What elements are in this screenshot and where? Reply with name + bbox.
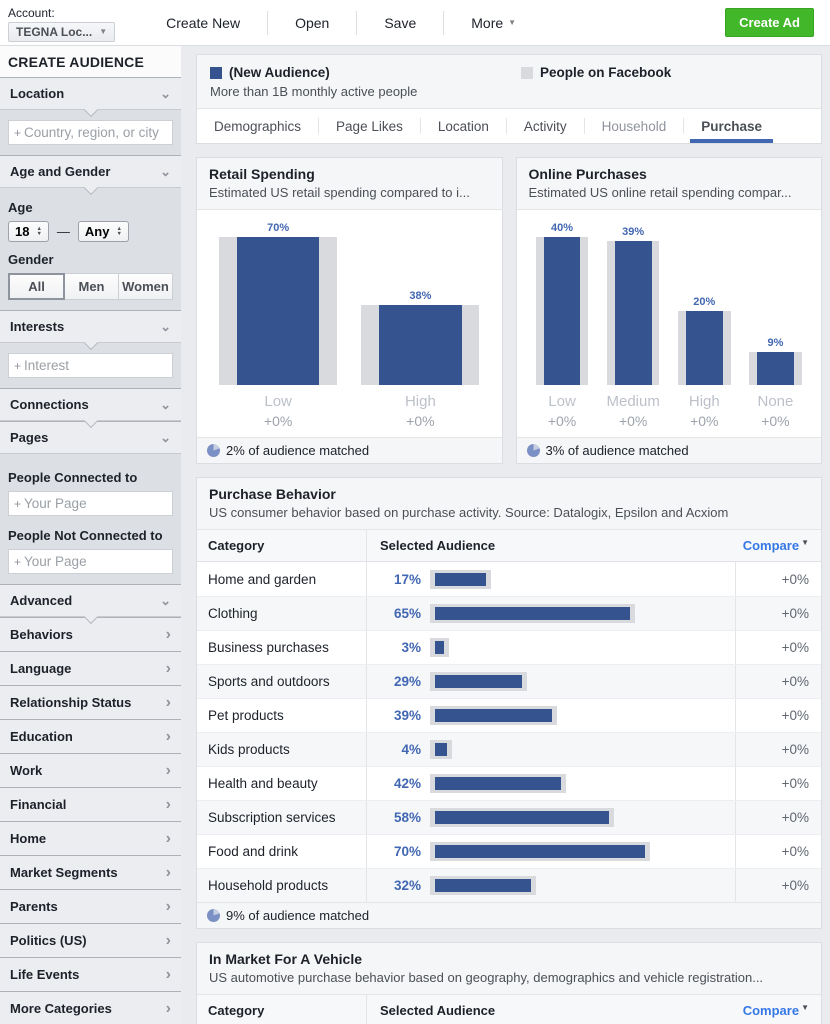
row-percent: 17%	[393, 571, 421, 587]
row-percent: 39%	[393, 708, 421, 723]
sidebar-item-relationship-status[interactable]	[0, 685, 181, 719]
retail-spending-chart	[197, 210, 502, 437]
chevron-down-icon: ⌄	[160, 592, 171, 608]
chart-title: Online Purchases	[528, 166, 647, 182]
row-comparison-bar	[430, 740, 452, 759]
row-bar-zone	[421, 604, 735, 623]
page-not-connected-input[interactable]	[24, 554, 167, 569]
row-compare-value: +0%	[735, 631, 821, 664]
file-menu	[139, 11, 543, 35]
chevron-down-icon: ⌄	[160, 163, 171, 179]
table-title: Purchase Behavior	[209, 486, 336, 502]
bar-category-label: Low	[264, 393, 292, 410]
sidebar-item-market-segments[interactable]	[0, 855, 181, 889]
comparison-bar	[219, 237, 337, 385]
bar-value-label: 20%	[693, 296, 716, 308]
sidebar-item-label: Market Segments	[10, 865, 118, 880]
bar-category-label: High	[688, 393, 720, 410]
sidebar-section-age-gender[interactable]	[0, 155, 181, 188]
audience-bar	[544, 237, 581, 385]
chevron-right-icon: ›	[165, 863, 171, 881]
sidebar-item-education[interactable]	[0, 719, 181, 753]
chevron-down-icon: ⌄	[160, 85, 171, 101]
purchase-behavior-rows	[197, 562, 821, 902]
row-bar-zone	[421, 808, 735, 827]
sidebar-item-politics-us-[interactable]	[0, 923, 181, 957]
bar-group-medium	[598, 222, 669, 429]
sidebar-item-label: Work	[10, 763, 43, 778]
chevron-down-icon: ▼	[508, 18, 517, 27]
row-audience-cell	[367, 562, 735, 596]
create-new-button[interactable]: Create New	[139, 15, 267, 31]
advanced-categories-list	[0, 617, 181, 1024]
location-input[interactable]	[24, 125, 167, 140]
bar-value-label: 9%	[767, 337, 784, 349]
row-audience-bar	[435, 811, 609, 824]
row-audience-bar	[435, 879, 531, 892]
audience-legend-swatch	[210, 67, 222, 79]
row-percent: 65%	[393, 606, 421, 621]
bar-compare-delta: +0%	[761, 413, 790, 429]
section-label: Advanced	[10, 593, 73, 608]
table-row	[197, 562, 821, 596]
gender-women-button[interactable]: Women	[118, 273, 173, 300]
row-audience-cell	[367, 699, 735, 732]
compare-link[interactable]	[735, 995, 821, 1024]
table-row	[197, 732, 821, 766]
sidebar-item-home[interactable]	[0, 821, 181, 855]
row-compare-value: +0%	[735, 562, 821, 596]
chevron-right-icon: ›	[165, 897, 171, 915]
chevron-right-icon: ›	[165, 965, 171, 983]
section-label: Connections	[10, 397, 89, 412]
row-category: Health and beauty	[197, 767, 367, 800]
row-comparison-bar	[430, 638, 449, 657]
account-selector	[0, 4, 115, 42]
row-bar-zone	[421, 842, 735, 861]
table-row	[197, 766, 821, 800]
age-range-dash: —	[56, 224, 70, 239]
charts-row	[196, 157, 822, 464]
sidebar-item-more-categories[interactable]	[0, 991, 181, 1024]
page-connected-input[interactable]	[24, 496, 167, 511]
row-comparison-bar	[430, 672, 527, 691]
selected-audience-column-header: Selected Audience	[380, 1003, 496, 1018]
in-market-vehicle-card	[196, 942, 822, 1024]
sidebar-item-label: Parents	[10, 899, 58, 914]
row-audience-cell	[367, 801, 735, 834]
sidebar-item-life-events[interactable]	[0, 957, 181, 991]
row-percent: 4%	[401, 742, 421, 757]
save-button[interactable]: Save	[357, 15, 443, 31]
pie-chart-icon	[527, 444, 540, 457]
row-audience-bar	[435, 675, 522, 688]
create-ad-button[interactable]: Create Ad	[725, 8, 814, 37]
row-category: Pet products	[197, 699, 367, 732]
audience-bar	[615, 241, 652, 385]
audience-matched-text: 2% of audience matched	[226, 443, 370, 458]
top-toolbar	[0, 0, 830, 46]
bar-compare-delta: +0%	[406, 413, 435, 429]
tab-purchase[interactable]: Purchase	[684, 109, 779, 143]
interest-input-box[interactable]	[8, 353, 173, 378]
table-row	[197, 630, 821, 664]
page-not-connected-input-box[interactable]	[8, 549, 173, 574]
row-audience-bar	[435, 743, 447, 756]
bar-compare-delta: +0%	[690, 413, 719, 429]
chevron-down-icon: ▼	[99, 27, 108, 36]
row-percent: 29%	[393, 674, 421, 689]
account-dropdown-value: TEGNA Loc...	[16, 24, 93, 39]
category-column-header: Category	[197, 530, 367, 561]
bar-group-high	[349, 222, 491, 429]
audience-legend-label: (New Audience)	[229, 65, 330, 80]
bar-group-low	[207, 222, 349, 429]
bar-group-low	[527, 222, 598, 429]
gender-toggle-group	[8, 273, 173, 300]
row-category: Food and drink	[197, 835, 367, 868]
sidebar-item-work[interactable]	[0, 753, 181, 787]
purchase-behavior-card	[196, 477, 822, 929]
table-title: In Market For A Vehicle	[209, 951, 363, 967]
account-label: Account:	[8, 5, 55, 20]
row-compare-value: +0%	[735, 767, 821, 800]
bar-value-label: 38%	[409, 290, 432, 302]
row-bar-zone	[421, 638, 735, 657]
row-compare-value: +0%	[735, 801, 821, 834]
table-row	[197, 596, 821, 630]
row-percent: 3%	[401, 640, 421, 655]
row-audience-cell	[367, 597, 735, 630]
bar-group-none	[740, 222, 811, 429]
row-category: Business purchases	[197, 631, 367, 664]
sidebar-item-label: Home	[10, 831, 47, 846]
row-audience-cell	[367, 631, 735, 664]
row-audience-bar	[435, 573, 486, 586]
row-audience-bar	[435, 607, 630, 620]
chevron-right-icon: ›	[165, 761, 171, 779]
row-compare-value: +0%	[735, 597, 821, 630]
table-row	[197, 800, 821, 834]
bar-category-label: Low	[548, 393, 576, 410]
sidebar-item-label: Life Events	[10, 967, 80, 982]
row-audience-bar	[435, 641, 444, 654]
insights-tab-bar	[197, 108, 821, 143]
pages-panel	[0, 454, 181, 584]
compare-label: Compare	[742, 1003, 800, 1018]
tab-household[interactable]: Household	[601, 118, 667, 134]
row-percent: 58%	[393, 810, 421, 825]
age-max-select[interactable]	[78, 221, 129, 242]
row-comparison-bar	[430, 570, 491, 589]
section-label: Interests	[10, 319, 65, 334]
audience-bar	[237, 237, 320, 385]
more-menu-label: More	[471, 14, 504, 31]
sidebar-section-interests[interactable]	[0, 310, 181, 343]
chevron-down-icon: ⌄	[160, 318, 171, 334]
sidebar-item-label: Education	[10, 729, 73, 744]
table-row	[197, 868, 821, 902]
bar-compare-delta: +0%	[547, 413, 577, 429]
chevron-right-icon: ›	[165, 693, 171, 711]
chevron-right-icon: ›	[165, 795, 171, 813]
sidebar-item-label: Behaviors	[10, 627, 73, 642]
pie-chart-icon	[207, 444, 220, 457]
age-min-select[interactable]	[8, 221, 49, 242]
row-compare-value: +0%	[735, 835, 821, 868]
audience-bar	[757, 352, 794, 385]
page-connected-input-box[interactable]	[8, 491, 173, 516]
online-purchases-card	[516, 157, 823, 464]
audience-bar	[379, 305, 462, 385]
interest-input[interactable]	[24, 358, 167, 373]
comparison-bar	[749, 352, 802, 385]
chevron-right-icon: ›	[165, 659, 171, 677]
compare-label: Compare	[742, 538, 800, 553]
row-comparison-bar	[430, 876, 536, 895]
table-row	[197, 664, 821, 698]
row-comparison-bar	[430, 604, 635, 623]
table-subtitle: US automotive purchase behavior based on geography, demographics and vehicle registration...	[209, 970, 764, 985]
row-category: Kids products	[197, 733, 367, 766]
chevron-down-icon: ⌄	[160, 396, 171, 412]
sidebar-section-location[interactable]	[0, 77, 181, 110]
row-audience-cell	[367, 869, 735, 902]
tab-demographics[interactable]: Demographics	[214, 118, 302, 134]
create-audience-sidebar	[0, 46, 181, 1024]
sidebar-section-advanced[interactable]	[0, 584, 181, 617]
audience-matched-text: 3% of audience matched	[545, 443, 689, 458]
chevron-down-icon: ⌄	[160, 429, 171, 445]
row-bar-zone	[421, 706, 735, 725]
table-header-row	[197, 995, 821, 1024]
category-column-header: Category	[197, 995, 367, 1024]
facebook-legend-swatch	[521, 67, 533, 79]
table-row	[197, 834, 821, 868]
sidebar-item-label: Language	[10, 661, 72, 676]
table-row	[197, 698, 821, 732]
location-input-box[interactable]	[8, 120, 173, 145]
row-category: Sports and outdoors	[197, 665, 367, 698]
row-comparison-bar	[430, 706, 557, 725]
bar-value-label: 40%	[551, 222, 574, 234]
comparison-bar	[678, 311, 731, 385]
row-percent: 42%	[393, 776, 421, 791]
sidebar-item-label: Politics (US)	[10, 933, 87, 948]
row-bar-zone	[421, 774, 735, 793]
row-category: Subscription services	[197, 801, 367, 834]
more-menu-button[interactable]	[444, 15, 543, 31]
sort-caret-icon: ▼	[801, 1003, 809, 1012]
compare-link[interactable]	[735, 530, 821, 561]
bar-group-high	[669, 222, 740, 429]
pie-chart-icon	[207, 909, 220, 922]
plus-icon: +	[14, 554, 22, 569]
age-gender-panel	[0, 188, 181, 310]
chart-title: Retail Spending	[209, 166, 315, 182]
comparison-bar	[536, 237, 589, 385]
insights-main	[181, 46, 830, 1024]
row-compare-value: +0%	[735, 733, 821, 766]
row-category: Clothing	[197, 597, 367, 630]
age-label: Age	[8, 200, 33, 215]
table-subtitle: US consumer behavior based on purchase activity. Source: Datalogix, Epsilon and Acxiom	[209, 505, 729, 520]
people-not-connected-label: People Not Connected to	[8, 528, 163, 543]
age-max-value: Any	[84, 224, 110, 239]
row-compare-value: +0%	[735, 699, 821, 732]
chevron-right-icon: ›	[165, 727, 171, 745]
row-comparison-bar	[430, 842, 650, 861]
audience-legend-card	[196, 54, 822, 144]
sidebar-title: CREATE AUDIENCE	[0, 46, 181, 77]
row-comparison-bar	[430, 808, 614, 827]
gender-men-button[interactable]: Men	[64, 273, 119, 300]
row-percent: 32%	[393, 878, 421, 893]
stepper-icon: ▲ ▼	[116, 226, 122, 237]
chevron-right-icon: ›	[165, 625, 171, 643]
facebook-legend-label: People on Facebook	[539, 65, 672, 80]
bar-value-label: 39%	[622, 226, 645, 238]
row-category: Home and garden	[197, 562, 367, 596]
bar-compare-delta: +0%	[618, 413, 648, 429]
stepper-icon: ▲ ▼	[36, 226, 42, 237]
row-bar-zone	[421, 876, 735, 895]
section-label: Location	[10, 86, 65, 101]
section-label: Pages	[10, 430, 49, 445]
chevron-right-icon: ›	[165, 931, 171, 949]
sidebar-item-parents[interactable]	[0, 889, 181, 923]
row-comparison-bar	[430, 774, 566, 793]
row-compare-value: +0%	[735, 665, 821, 698]
comparison-bar	[361, 305, 479, 385]
age-min-value: 18	[15, 224, 30, 239]
row-category: Household products	[197, 869, 367, 902]
sidebar-item-label: Relationship Status	[10, 695, 132, 710]
gender-all-button[interactable]: All	[8, 273, 65, 300]
sidebar-item-financial[interactable]	[0, 787, 181, 821]
row-audience-cell	[367, 767, 735, 800]
retail-spending-card	[196, 157, 503, 464]
table-header-row	[197, 530, 821, 562]
chart-subtitle: Estimated US retail spending compared to i...	[209, 185, 470, 200]
sort-caret-icon: ▼	[801, 538, 809, 547]
open-button[interactable]: Open	[268, 15, 356, 31]
comparison-bar	[607, 241, 660, 385]
audience-bar	[686, 311, 723, 385]
bar-category-label: High	[404, 393, 436, 410]
row-audience-cell	[367, 665, 735, 698]
sidebar-section-connections[interactable]	[0, 388, 181, 421]
plus-icon: +	[14, 125, 22, 140]
plus-icon: +	[14, 358, 22, 373]
gender-label: Gender	[8, 252, 54, 267]
row-bar-zone	[421, 740, 735, 759]
bar-category-label: None	[757, 393, 794, 410]
row-audience-bar	[435, 845, 645, 858]
bar-category-label: Medium	[606, 393, 660, 410]
row-audience-cell	[367, 835, 735, 868]
chart-subtitle: Estimated US online retail spending compar...	[528, 185, 792, 200]
chevron-right-icon: ›	[165, 999, 171, 1017]
row-bar-zone	[421, 570, 735, 589]
sidebar-item-language[interactable]	[0, 651, 181, 685]
row-audience-bar	[435, 709, 552, 722]
row-percent: 70%	[393, 844, 421, 859]
sidebar-item-label: Financial	[10, 797, 67, 812]
chevron-right-icon: ›	[165, 829, 171, 847]
online-purchases-chart	[517, 210, 822, 437]
section-label: Age and Gender	[10, 164, 111, 179]
row-compare-value: +0%	[735, 869, 821, 902]
tab-location[interactable]: Location	[437, 118, 489, 134]
bar-compare-delta: +0%	[263, 413, 293, 429]
row-audience-bar	[435, 777, 561, 790]
row-audience-cell	[367, 733, 735, 766]
tab-activity[interactable]: Activity	[523, 118, 567, 134]
bar-value-label: 70%	[267, 222, 290, 234]
selected-audience-column-header: Selected Audience	[380, 538, 496, 553]
legend-row	[197, 55, 821, 108]
people-connected-label: People Connected to	[8, 470, 138, 485]
tab-page-likes[interactable]: Page Likes	[336, 118, 403, 134]
sidebar-item-label: More Categories	[10, 1001, 112, 1016]
account-dropdown[interactable]	[8, 22, 115, 42]
plus-icon: +	[14, 496, 22, 511]
row-bar-zone	[421, 672, 735, 691]
audience-matched-text: 9% of audience matched	[226, 908, 370, 923]
audience-legend-subtitle: More than 1B monthly active people	[210, 84, 418, 99]
